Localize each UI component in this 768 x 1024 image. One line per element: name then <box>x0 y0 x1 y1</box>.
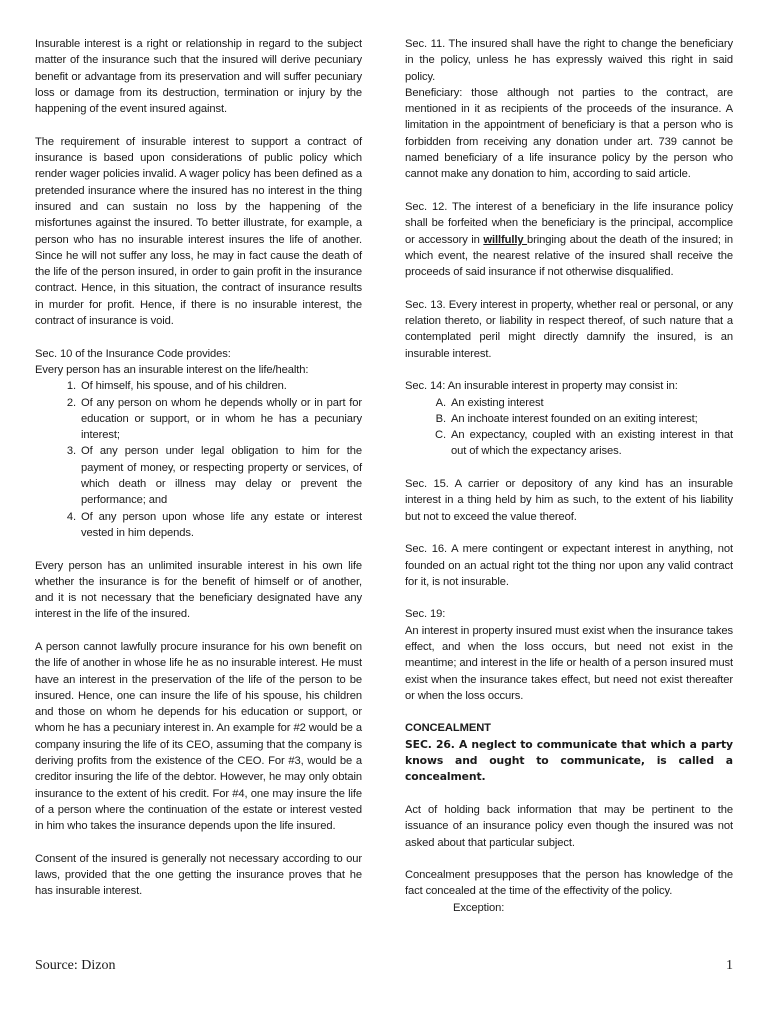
willfully-emphasis: willfully <box>483 233 528 246</box>
sec-14-list <box>405 395 733 460</box>
sec-10-list <box>35 378 362 541</box>
sec-19-paragraph: An interest in property insured must exist when the insurance takes effect, and when the loss occurs, but need not exist in the meantime; and interest in the life or health of a person insured must exist when the insurance takes effect, but need not exist thereafter or when the loss occurs. <box>405 624 733 702</box>
sec-12-text-after: bringing about the death of the insured; in which event, the nearest relative of the insured shall receive the proceeds of said insurance if not otherwise disqualified. <box>405 233 733 279</box>
page-number: 1 <box>726 958 733 973</box>
source-label: Source: Dizon <box>35 958 116 973</box>
list-item: 3. Of any person under legal obligation to him for the payment of money, or respecting property or services, of which death or illness may delay or prevent the performance; and <box>79 443 362 508</box>
left-column <box>35 36 362 916</box>
sec-19-heading: Sec. 19: <box>405 608 446 621</box>
sec-13-paragraph: Sec. 13. Every interest in property, whether real or personal, or any relation thereto, or liability in respect thereof, of such nature that a contemplated peril might directly damnify the insured, is an insurable interest. <box>405 298 733 360</box>
unlimited-interest-paragraph: Every person has an unlimited insurable interest in his own life whether the insurance is for the benefit of himself or of another, and it is not necessary that the beneficiary designated have any interest in the life of the insured. <box>35 559 362 621</box>
procure-insurance-paragraph: A person cannot lawfully procure insurance for his own benefit on the life of another in whose life he as no insurable interest. He must have an interest in the preservation of the life of the person to be insured. Hence, one can insure the life of his spouse, his children and those on whom he depends for his education or support, or whom he has a pecuniary interest in. An example for #2 would be a company insuring the life of its CEO, assuming that the company is deriving profits from the existence of the CEO. For #3, would be a creditor insuring the life of the debtor. However, he may only obtain insurance to the extent of his credit. For #4, one may insure the life of a person where the continuation of the estate or interest vested in him who takes the insurance depends upon the life insured. <box>35 640 362 833</box>
list-item: 1. Of himself, his spouse, and of his children. <box>79 378 362 394</box>
sec-10-heading <box>35 346 362 379</box>
sec-10-line-2: Every person has an insurable interest on the life/health: <box>35 363 309 376</box>
list-item: B. An inchoate interest founded on an exiting interest; <box>449 411 733 427</box>
list-item: 4. Of any person upon whose life any estate or interest vested in him depends. <box>79 509 362 542</box>
sec-15-paragraph: Sec. 15. A carrier or depository of any kind has an insurable interest in a thing held by him as such, to the extent of his liability but not to exceed the value thereof. <box>405 478 733 523</box>
holding-back-paragraph: Act of holding back information that may be pertinent to the issuance of an insurance policy even though the insured was not asked about that particular subject. <box>405 803 733 849</box>
beneficiary-paragraph: Beneficiary: those although not parties to the contract, are mentioned in it as recipients of the proceeds of the insurance. A limitation in the appointment of beneficiary is that a person who is forbidden from receiving any donation under art. 739 cannot be named beneficiary of a life insurance policy by the person who cannot make any donation to him, according to said article. <box>405 86 733 181</box>
sec-16-paragraph: Sec. 16. A mere contingent or expectant interest in anything, not founded on an actual right tot the thing nor upon any valid contract for it, is not insurable. <box>405 543 733 588</box>
sec-26-paragraph: SEC. 26. A neglect to communicate that which a party knows and ought to communicate, is called a concealment. <box>405 737 733 784</box>
sec-10-line-1: Sec. 10 of the Insurance Code provides: <box>35 347 231 360</box>
right-column <box>405 36 733 916</box>
exception-label: Exception: <box>453 901 505 914</box>
sec-12-text-before: Sec. 12. The interest of a beneficiary in the life insurance policy shall be forfeited when the beneficiary is the principal, accomplice or accessory in <box>405 200 733 246</box>
list-item: C. An expectancy, coupled with an existing interest in that out of which the expectancy arises. <box>449 427 733 460</box>
page-footer <box>35 958 733 974</box>
list-item: 2. Of any person on whom he depends wholly or in part for education or support, or in whom he has a pecuniary interest; <box>79 395 362 444</box>
sec-12-paragraph <box>405 199 733 280</box>
sec-11-paragraph: Sec. 11. The insured shall have the right to change the beneficiary in the policy, unless he has expressly waived this right in said policy. <box>405 38 733 83</box>
list-item: A. An existing interest <box>449 395 733 411</box>
concealment-knowledge-paragraph: Concealment presupposes that the person has knowledge of the fact concealed at the time of the effectivity of the policy. <box>405 869 733 898</box>
insurable-interest-definition: Insurable interest is a right or relationship in regard to the subject matter of the insurance such that the insured will derive pecuniary benefit or advantage from its preservation and will suffer pecuniary loss or damage from its destruction, termination or injury by the happening of the event insured against. <box>35 38 362 116</box>
concealment-title: CONCEALMENT <box>405 722 491 735</box>
consent-paragraph: Consent of the insured is generally not necessary according to our laws, provided that the one getting the insurance proves that he has insurable interest. <box>35 852 362 898</box>
public-policy-paragraph: The requirement of insurable interest to support a contract of insurance is based upon considerations of public policy which render wager policies invalid. A wager policy has been defined as a pretended insurance where the insured has no interest in the thing insured and can sustain no loss by the happening of the misfortunes against the insured. To better illustrate, for example, a person who has no insurable interest insures the life of another. Since he will not suffer any loss, he may in fact cause the death of the life of the person insured, in order to gain profit in the insurance contract. Hence, in this situation, the contract of insurance results in murder for profit. Hence, if there is no insurable interest, the contract of insurance is void. <box>35 135 362 328</box>
sec-14-intro: Sec. 14: An insurable interest in property may consist in: <box>405 380 678 393</box>
